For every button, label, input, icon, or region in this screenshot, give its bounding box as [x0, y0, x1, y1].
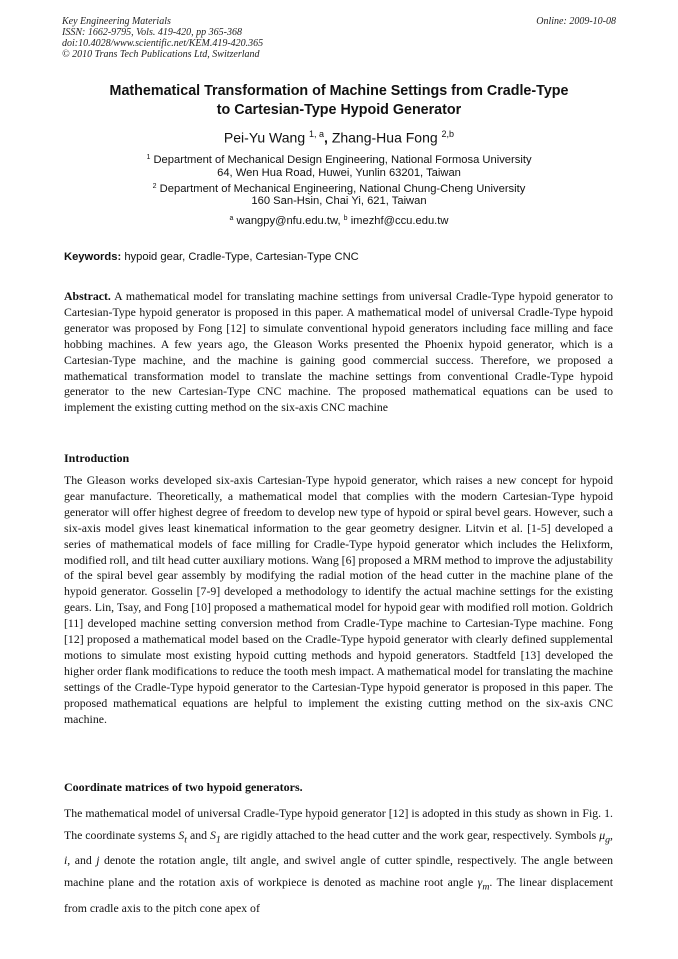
symbol-gamma	[477, 874, 490, 893]
symbol-i: i	[64, 853, 68, 868]
affiliation-1-text: Department of Mechanical Design Engineering, National Formosa University	[153, 154, 532, 166]
symbol-mu-sub: g	[605, 833, 611, 845]
issn-line: ISSN: 1662-9795, Vols. 419-420, pp 365-368	[62, 27, 242, 38]
author-2: Zhang-Hua Fong	[331, 129, 438, 146]
coordinates-text	[64, 803, 613, 919]
symbol-gamma-base: γ	[477, 874, 483, 889]
online-date: Online: 2009-10-08	[536, 16, 616, 27]
introduction-text: The Gleason works developed six-axis Cartesian-Type hypoid generator, which raises a new concept for hypoid gear manufacture. Theoretically, a mathematical model that complies with the modern Cartesian-Type hypoid generator will offer highest degree of freedom to develop new type of hypoid or spiral bevel gears. However, such a six-axis model gives least kinematical information to the gear geometry designer. Litvin et al. [1-5] developed a series of mathematical models of face milling for Cradle-Type hypoid generator which includes the Helixform, modified roll, and tilt head cutter auxiliary motions. Wang [6] proposed a MRM method to improve the adjustability of the spiral bevel gear assembly by modifying the radial motion of the head cutter in the machine plane of the hypoid generator. Gosselin [7-9] developed a methodology to identify the actual machine settings for the existing gears. Lin, Tsay, and Fong [10] proposed a mathematical model for hypoid gear with modified roll motion. Goldrich [11] developed machine setting conversion method from Cradle-Type machine to Cartesian-Type machine. Fong [12] proposed a mathematical model based on the Cradle-Type hypoid generator with clearly defined supplemental motions to simulate most existing hypoid cutting methods and hypoid generators. Stadtfeld [13] developed the higher order flank modifications to reduce the tooth mesh impact. A mathematical model for translating the machine settings of the Cradle-Type hypoid generator to the Cartesian-Type hypoid generator is proposed in this paper. The proposed mathematical equations are helpful to implement the existing cutting method on the six-axis CNC machine.	[64, 473, 613, 726]
symbol-gamma-sub: m	[482, 881, 490, 893]
author-list	[60, 129, 618, 146]
affiliation-1-mark: 1	[146, 154, 151, 161]
symbol-st	[178, 827, 188, 845]
journal-name: Key Engineering Materials	[62, 16, 171, 27]
introduction-heading: Introduction	[64, 451, 130, 465]
abstract-label: Abstract.	[64, 289, 111, 303]
symbol-st-sub: t	[184, 833, 188, 845]
affiliation-1-line-2: 64, Wen Hua Road, Huwei, Yunlin 63201, Taiwan	[217, 167, 461, 179]
symbol-mu	[599, 827, 611, 845]
coordinates-text-5: denote the rotation angle, tilt angle, and swivel angle of cutter spindle, respectively. The angle between machine plane and the rotation axis of workpiece is denoted as machine root angle	[64, 853, 614, 889]
email-b-mark: b	[343, 215, 348, 222]
title-line-1: Mathematical Transformation of Machine Settings from Cradle-Type	[109, 83, 569, 99]
abstract-text: A mathematical model for translating machine settings from universal Cradle-Type hypoid generator to Cartesian-Type hypoid generator is proposed in this paper. A mathematical model of universal Cradle-Type hypoid generator was proposed by Fong [12] to simulate conventional hypoid generators including face milling and face hobbing machines. A few years ago, the Gleason Works presented the Phoenix hypoid generator, which is a Cartesian-Type machine, and the machine is gaining good commercial success. Therefore, we proposed a mathematical transformation model to translate the machine settings from conventional Cradle-Type hypoid generator to the new Cartesian-Type CNC machine. The proposed mathematical equations can be used to implement the existing cutting method on the six-axis CNC machine	[64, 289, 613, 415]
journal-meta	[62, 16, 263, 60]
coordinates-text-4: , and	[67, 853, 92, 868]
email-line	[60, 215, 618, 227]
author-separator: ,	[324, 129, 328, 146]
author-1: Pei-Yu Wang	[223, 129, 306, 146]
symbol-j: j	[96, 853, 100, 868]
keywords-label: Keywords:	[64, 251, 122, 263]
affiliation-2-mark: 2	[152, 183, 157, 190]
keywords-text: hypoid gear, Cradle-Type, Cartesian-Type CNC	[124, 251, 359, 263]
email-a[interactable]: wangpy@nfu.edu.tw,	[236, 215, 341, 227]
coordinates-heading: Coordinate matrices of two hypoid generators.	[64, 780, 303, 794]
affiliation-2-line-2: 160 San-Hsin, Chai Yi, 621, Taiwan	[251, 195, 427, 207]
title-line-2: to Cartesian-Type Hypoid Generator	[216, 102, 462, 118]
keywords	[64, 251, 359, 263]
abstract	[64, 289, 613, 416]
affiliation-2-text: Department of Mechanical Engineering, National Chung-Cheng University	[159, 183, 526, 195]
symbol-s1	[210, 827, 221, 845]
paper-title	[60, 82, 618, 120]
affiliation-1-line-1	[60, 151, 618, 167]
coordinates-text-3: ,	[610, 827, 613, 842]
author-1-sup: 1, a	[309, 129, 325, 139]
coordinates-and: and	[190, 827, 208, 842]
coordinates-text-6: . The linear displacement from cradle axis to the pitch cone apex of	[64, 874, 613, 915]
doi-line: doi:10.4028/www.scientific.net/KEM.419-420.365	[62, 38, 264, 49]
email-a-mark: a	[229, 215, 234, 222]
author-2-sup: 2,b	[441, 129, 455, 139]
symbol-mu-base: μ	[599, 827, 606, 842]
coordinates-text-2: are rigidly attached to the head cutter and the work gear, respectively. Symbols	[223, 827, 597, 842]
symbol-s1-base: S	[210, 827, 216, 842]
symbol-s1-sub: 1	[215, 833, 221, 845]
email-b[interactable]: imezhf@ccu.edu.tw	[350, 215, 449, 227]
symbol-st-base: S	[178, 827, 185, 842]
coordinates-text-1: The mathematical model of universal Cradle-Type hypoid generator [12] is adopted in this study as shown in Fig. 1. The coordinate systems	[64, 806, 613, 842]
copyright-line: © 2010 Trans Tech Publications Ltd, Switzerland	[62, 49, 260, 60]
